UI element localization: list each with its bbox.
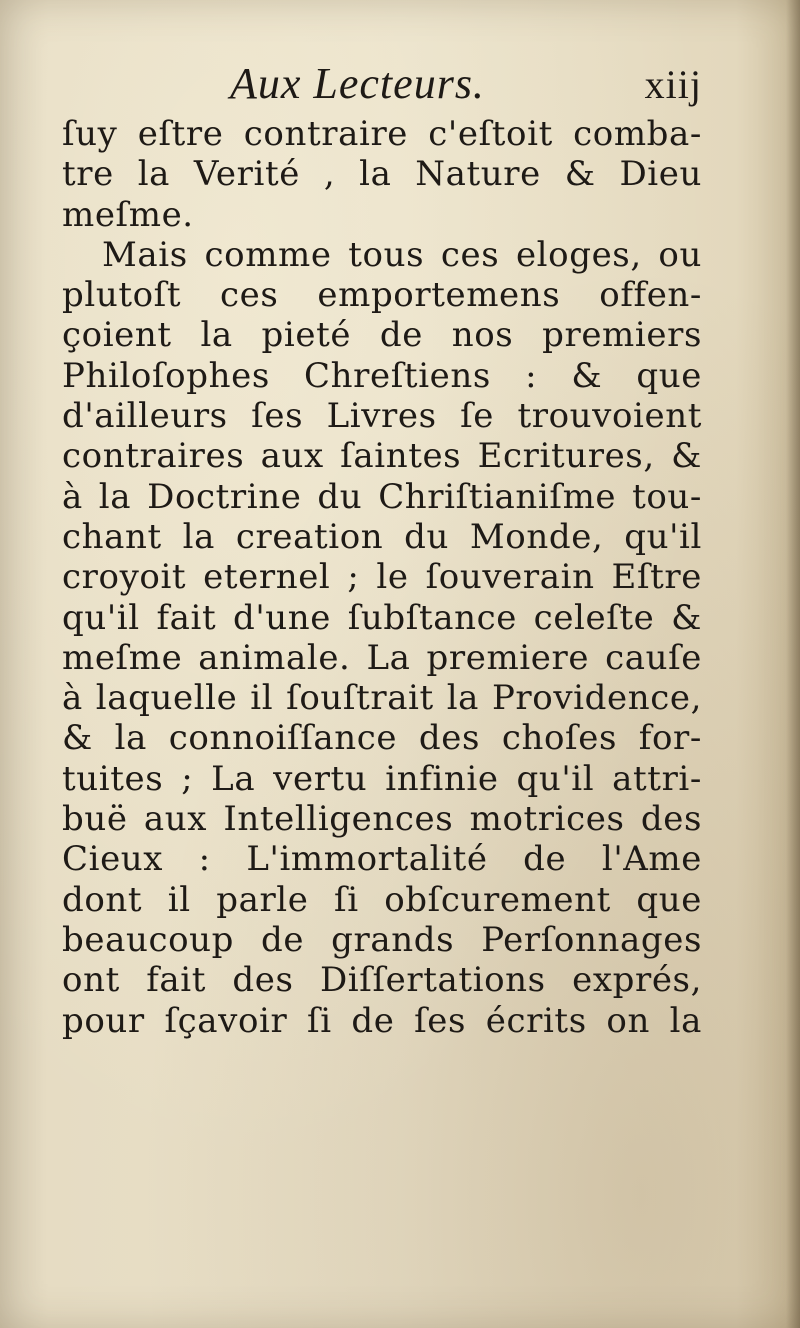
- text-line: à laquelle il ſouſtrait la Providence,: [62, 678, 702, 719]
- text-line: beaucoup de grands Perſonnages: [62, 919, 702, 960]
- text-line: croyoit eternel ; le ſouverain Eſtre: [62, 557, 702, 598]
- text-line: & la connoiſſance des choſes for-: [62, 718, 702, 759]
- text-line: ſuy eſtre contraire c'eſtoit comba-: [62, 114, 702, 154]
- text-line: meſme animale. La premiere cauſe: [62, 637, 702, 678]
- text-line: tre la Verité , la Nature & Dieu: [62, 154, 702, 195]
- text-block: [62, 52, 702, 1041]
- text-line: meſme.: [62, 194, 194, 235]
- body-text: [62, 114, 702, 1041]
- text-line: plutoſt ces emportemens offen-: [62, 275, 702, 316]
- text-line: ont fait des Diſſertations exprés,: [62, 960, 702, 1001]
- text-line: çoient la pieté de nos premiers: [62, 315, 702, 356]
- text-line: Mais comme tous ces eloges, ou: [102, 234, 702, 275]
- text-line: dont il parle ſi obſcurement que: [62, 879, 702, 920]
- page-number: xiij: [644, 62, 702, 107]
- page-edge-shadow: [786, 0, 800, 1328]
- text-line: d'ailleurs ſes Livres ſe trouvoient: [62, 396, 702, 437]
- running-title: Aux Lecteurs.: [230, 59, 485, 108]
- running-head: [62, 52, 702, 114]
- text-line: tuites ; La vertu infinie qu'il attri-: [62, 758, 702, 799]
- text-line: buë aux Intelligences motrices des: [62, 799, 702, 840]
- text-line: à la Doctrine du Chriſtianiſme tou-: [62, 476, 702, 517]
- text-line: qu'il fait d'une ſubſtance celeſte &: [62, 597, 702, 638]
- text-line: chant la creation du Monde, qu'il: [62, 516, 702, 557]
- text-line: Cieux : L'immortalité de l'Ame: [62, 839, 702, 880]
- text-line: pour ſçavoir ſi de ſes écrits on la: [62, 1000, 702, 1041]
- text-line: Philoſophes Chreſtiens : & que: [62, 355, 702, 396]
- text-line: contraires aux ſaintes Ecritures, &: [62, 436, 702, 477]
